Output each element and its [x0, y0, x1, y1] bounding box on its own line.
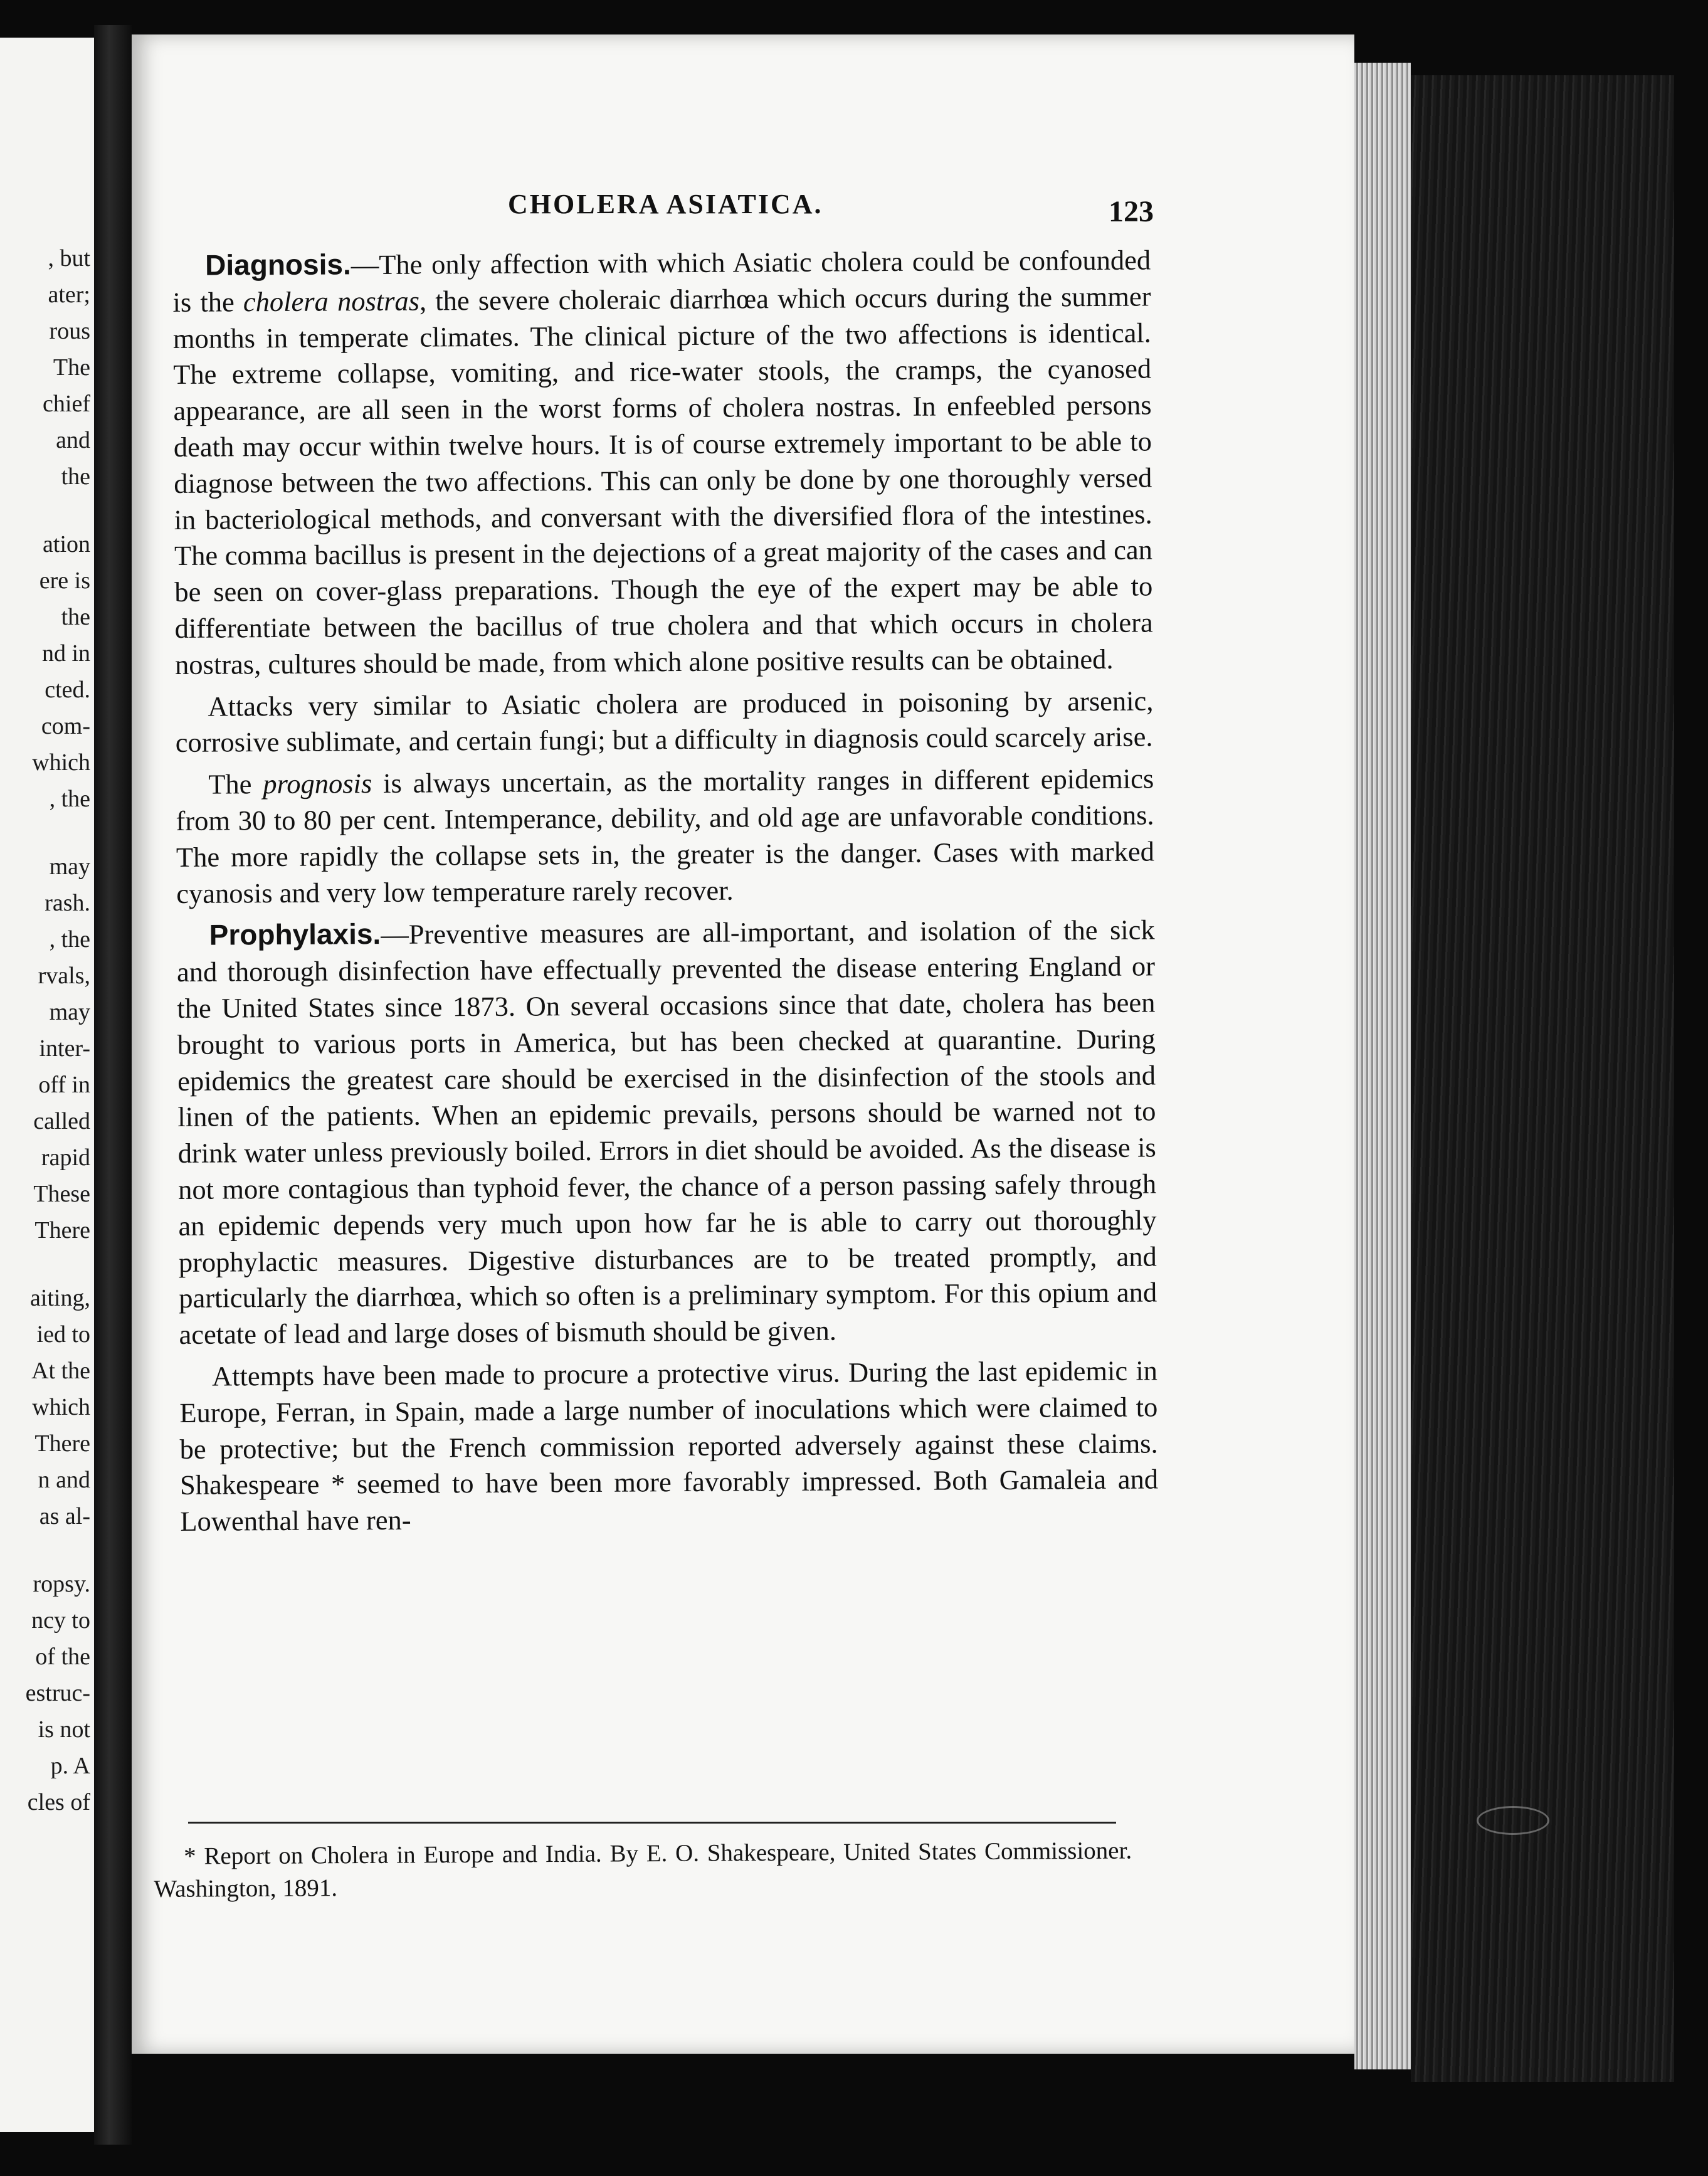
prognosis-text-part2: is always uncertain, as the mortality ranges in different epidemics from 30 to 80 per cent. Intemperance, debility, and old age are unfavorable conditions. The more rapidly the collapse sets in, the greater is the danger. Cases with marked cyanosis and very low temperature rarely recover. [176, 763, 1155, 909]
book-block-side [1411, 75, 1674, 2082]
diagnosis-text-part1: —The only affection with which Asiatic cholera could be confounded is the [172, 244, 1151, 318]
section-heading-prophylaxis: Prophylaxis. [209, 917, 381, 952]
left-page-fragment: rapid [41, 1144, 90, 1171]
left-page-fragment: ncy to [31, 1607, 90, 1634]
left-page-fragment: These [33, 1181, 90, 1207]
section-heading-diagnosis: Diagnosis. [205, 248, 351, 282]
footnote-rule [188, 1822, 1116, 1824]
left-page-fragment: the [61, 604, 90, 630]
left-page-fragment: is not [38, 1716, 90, 1743]
prognosis-italic-term: prognosis [263, 768, 372, 800]
left-page-fragment: com- [41, 713, 90, 739]
left-page-fragment: There [34, 1217, 90, 1244]
paragraph-prophylaxis [177, 912, 1157, 1353]
body-text [172, 241, 1159, 1545]
left-page-fragment: as al- [39, 1503, 90, 1529]
paragraph-diagnosis [172, 241, 1153, 683]
running-head [376, 188, 1154, 232]
page-edges [1354, 63, 1411, 2069]
left-page-fragment: off in [38, 1072, 90, 1098]
facing-page-left [0, 38, 94, 2132]
left-page-fragment: ropsy. [33, 1571, 90, 1597]
paragraph-prognosis [176, 761, 1154, 912]
left-page-fragment: p. A [50, 1753, 90, 1779]
left-page-fragment: called [33, 1108, 90, 1134]
left-page-fragment: cted. [45, 677, 90, 703]
left-page-fragment: rous [49, 318, 90, 344]
left-page-fragment: ied to [36, 1321, 90, 1348]
left-page-fragment: At the [31, 1358, 90, 1384]
left-page-fragment: which [32, 1394, 90, 1420]
paragraph-protective-virus: Attempts have been made to procure a protective virus. During the last epidemic in Europe, Ferran, in Spain, made a large number of inoculations which were claimed to be protective; but the French commission reported adversely against these claims. Shakespeare * seemed to have been more favorably impressed. Both Gamaleia and Lowenthal have ren- [179, 1355, 1159, 1538]
page-number: 123 [1109, 195, 1154, 228]
left-page-fragment: , the [49, 926, 90, 953]
book-gutter [94, 25, 132, 2145]
left-page-fragment: nd in [41, 640, 90, 667]
left-page-fragment: inter- [39, 1035, 90, 1062]
left-page-fragment: chief [43, 391, 90, 417]
left-page-fragment: rash. [45, 890, 90, 916]
paragraph-attacks: Attacks very similar to Asiatic cholera are produced in poisoning by arsenic, corrosive sublimate, and certain fungi; but a difficulty in diagnosis could scarcely arise. [175, 685, 1154, 759]
paper-blemish [1477, 1806, 1549, 1835]
left-page-fragment: the [61, 463, 90, 490]
left-page-fragment: cles of [27, 1789, 90, 1815]
left-page-fragment: estruc- [25, 1680, 90, 1706]
left-page-fragment: There [34, 1430, 90, 1457]
left-page-fragment: may [49, 999, 90, 1025]
left-page-fragment: of the [35, 1644, 90, 1670]
left-page-fragment: , but [48, 245, 90, 272]
left-page-fragment: aiting, [29, 1285, 90, 1311]
left-page-fragment: may [49, 853, 90, 880]
left-page-fragment: ater; [48, 282, 90, 308]
left-page-fragment: ere is [39, 568, 90, 594]
left-page-fragment: which [32, 749, 90, 776]
left-page-fragment: ation [43, 531, 90, 557]
diagnosis-italic-term: cholera nostras [243, 285, 420, 318]
left-page-fragment: The [53, 354, 90, 381]
diagnosis-text-part2: , the severe choleraic diarrhœa which occurs during the summer months in temperate climates. The clinical picture of the two affections is identical. The extreme collapse, vomiting, and rice-water stools, the cramps, the cyanosed appearance, are all seen in the worst forms of cholera nostras. In enfeebled persons death may occur within twelve hours. It is of course extremely important to be able to diagnose between the two affections. This can only be done by one thoroughly versed in bacteriological methods, and conversant with the diversified flora of the intestines. The comma bacillus is present in the dejections of a great majority of the cases and can be seen on cover-glass preparations. Though the eye of the expert may be able to differentiate between the bacillus of true cholera and that which occurs in cholera nostras, cultures should be made, from which alone positive results can be obtained. [172, 280, 1153, 680]
prognosis-text-part1: The [208, 768, 263, 800]
left-page-fragment: n and [38, 1467, 90, 1493]
prophylaxis-text: —Preventive measures are all-important, and isolation of the sick and thorough disinfection have effectually prevented the disease entering England or the United States since 1873. On several occasions since that date, cholera has been brought to various ports in America, but has been checked at quarantine. During epidemics the greatest care should be exercised in the disinfection of the stools and linen of the patients. When an epidemic prevails, persons should be warned not to drink water unless previously boiled. Errors in diet should be avoided. As the disease is not more contagious than typhoid fever, the chance of a person passing safely through an epidemic depends very much upon how far he is able to carry out thoroughly prophylactic measures. Digestive disturbances are to be treated promptly, and particularly the diarrhœa, which so often is a preliminary symptom. For this opium and acetate of lead and large doses of bismuth should be given. [176, 914, 1157, 1351]
running-head-title: CHOLERA ASIATICA. [508, 189, 823, 219]
footnote-text: * Report on Cholera in Europe and India. By E. O. Shakespeare, United States Commissioner. Washington, 1891. [154, 1837, 1132, 1903]
footnote [154, 1834, 1132, 1906]
left-page-fragment: and [56, 427, 90, 453]
left-page-fragment: , the [49, 786, 90, 812]
left-page-fragment: rvals, [38, 963, 90, 989]
